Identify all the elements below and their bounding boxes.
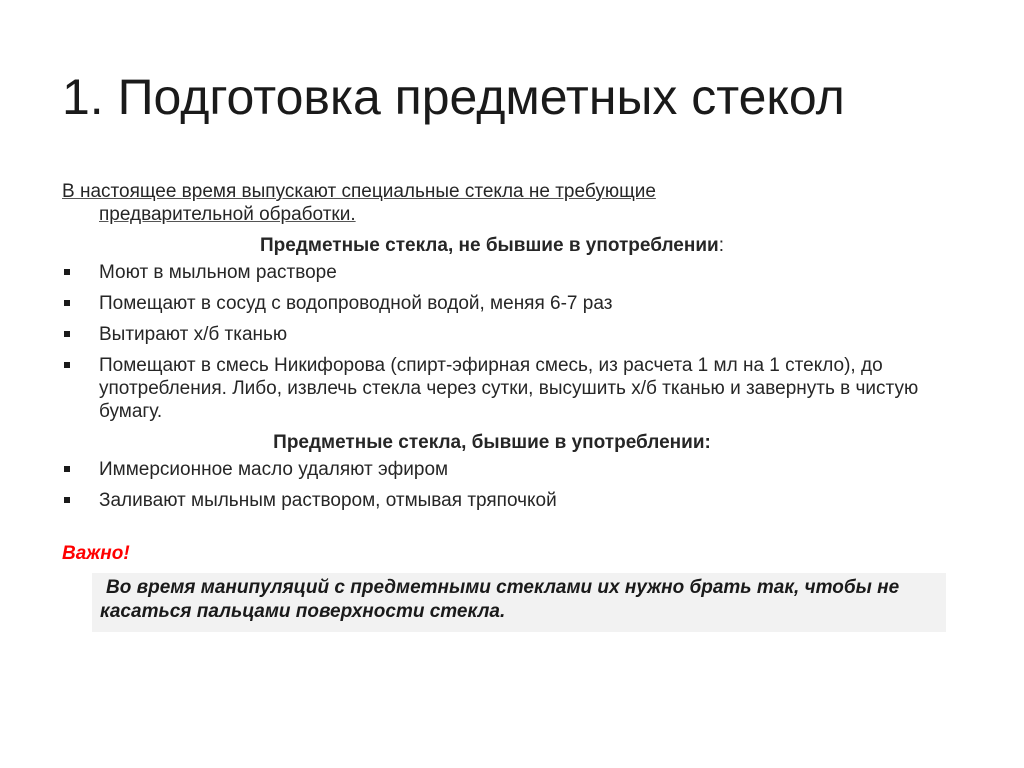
list-item [62,489,939,512]
intro-text [62,180,962,226]
list-item-text: Помещают в смесь Никифорова (спирт-эфирная смесь, из расчета 1 мл на 1 стекло), до употребления. Либо, извлечь стекла через сутки, высушить х/б тканью и завернуть в чистую бумагу. [99,355,919,422]
list-item-text: Моют в мыльном растворе [99,262,337,283]
square-bullet-icon [64,300,70,306]
list-item-text: Заливают мыльным раствором, отмывая тряпочкой [99,490,557,511]
list-item [62,354,939,423]
list-item-text: Помещают в сосуд с водопроводной водой, меняя 6-7 раз [99,293,613,314]
square-bullet-icon [64,497,70,503]
intro-line-1: В настоящее время выпускают специальные стекла не требующие [62,181,656,202]
slide-title: 1. Подготовка предметных стекол [62,69,845,125]
section-used-list [62,458,962,512]
list-item [62,323,939,346]
section-used-heading: Предметные стекла, бывшие в употреблении: [273,432,711,453]
section-new-list [62,261,962,423]
list-item-text: Вытирают х/б тканью [99,324,288,345]
section-new-heading-colon: : [718,235,724,256]
section-new-heading-text: Предметные стекла, не бывшие в употреблении [260,235,719,256]
list-item [62,261,939,284]
important-note: Во время манипуляций с предметными стеклами их нужно брать так, чтобы не касаться пальцами поверхности стекла. [92,573,946,632]
square-bullet-icon [64,362,70,368]
list-item [62,458,939,481]
slide-content [62,180,962,632]
list-item-text: Иммерсионное масло удаляют эфиром [99,459,449,480]
square-bullet-icon [64,331,70,337]
square-bullet-icon [64,269,70,275]
list-item [62,292,939,315]
square-bullet-icon [64,466,70,472]
section-new-heading [62,234,922,257]
intro-line-2: предварительной обработки. [99,204,356,225]
important-label: Важно! [62,543,130,564]
